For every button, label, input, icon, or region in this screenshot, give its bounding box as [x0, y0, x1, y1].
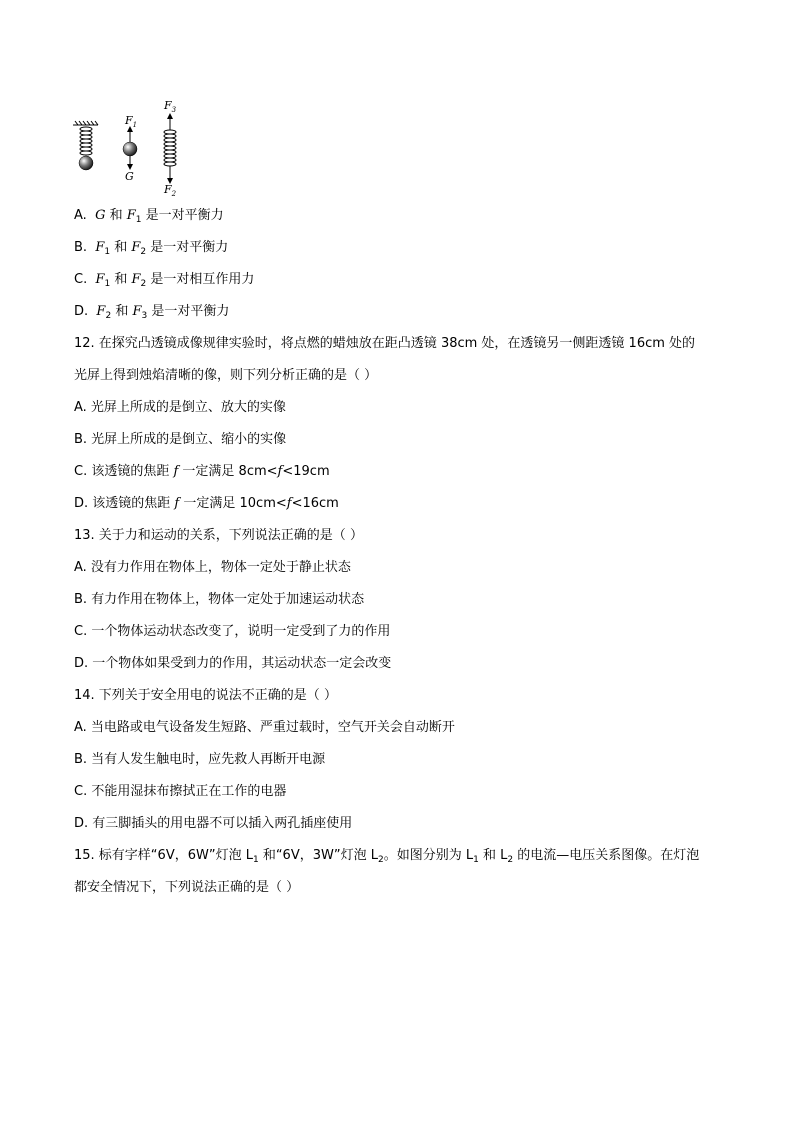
- option-letter: B.: [74, 240, 88, 255]
- stem-text: 和 L: [478, 848, 508, 863]
- q13-option-b: B. 有力作用在物体上，物体一定处于加速运动状态: [74, 592, 365, 607]
- q13-option-a: A. 没有力作用在物体上，物体一定处于静止状态: [74, 560, 351, 575]
- spring-force-diagram: [70, 98, 190, 198]
- q12-option-d: [74, 494, 339, 514]
- spring-right: [164, 130, 176, 166]
- q11-option-c: [74, 270, 254, 290]
- var-g: G: [95, 208, 106, 223]
- stem-text: 和“6V，3W”灯泡 L: [258, 848, 378, 863]
- stem-text: 的电流—电压关系图像。在灯泡: [513, 848, 700, 863]
- q12-option-a: A. 光屏上所成的是倒立、放大的实像: [74, 400, 286, 415]
- subscript: 1: [252, 855, 259, 865]
- var-f: F: [131, 272, 141, 287]
- q14-option-a: A. 当电路或电气设备发生短路、严重过载时，空气开关会自动断开: [74, 720, 455, 735]
- q15-stem-line2: 都安全情况下，下列说法正确的是（ ）: [74, 880, 300, 895]
- text-and: 和: [110, 272, 132, 287]
- label-f2: $F_2$: [164, 183, 177, 198]
- q14-option-b: B. 当有人发生触电时，应先救人再断开电源: [74, 752, 326, 767]
- spring-force-figure: [70, 98, 190, 198]
- q12-stem-line1: 12. 在探究凸透镜成像规律实验时，将点燃的蜡烛放在距凸透镜 38cm 处，在透镜另一侧距透镜 16cm 处的: [74, 336, 696, 351]
- text-and: 和: [105, 208, 127, 223]
- q11-option-b: [74, 238, 228, 258]
- subscript: 1: [104, 247, 111, 257]
- option-text: 是一对相互作用力: [146, 272, 255, 287]
- option-letter: A.: [74, 208, 87, 223]
- q11-option-a: [74, 206, 224, 226]
- var-f: f: [286, 496, 292, 511]
- option-text: 是一对平衡力: [141, 208, 224, 223]
- ball-middle: [123, 142, 137, 156]
- option-text: 是一对平衡力: [147, 304, 230, 319]
- option-text: <16cm: [291, 496, 339, 511]
- subscript: 2: [377, 855, 384, 865]
- option-text: D. 该透镜的焦距: [74, 496, 175, 511]
- option-text: <19cm: [282, 464, 330, 479]
- option-text: 一定满足 10cm<: [179, 496, 287, 511]
- var-f: F: [96, 304, 106, 319]
- subscript: 3: [141, 311, 148, 321]
- subscript: 1: [473, 855, 479, 865]
- text-and: 和: [111, 304, 133, 319]
- stem-text: 15. 标有字样“6V，6W”灯泡 L: [74, 848, 253, 863]
- var-f: f: [174, 496, 180, 511]
- var-f: F: [126, 208, 136, 223]
- label-f3: $F_3$: [164, 99, 177, 114]
- option-letter: D.: [74, 304, 89, 319]
- subscript: 2: [140, 279, 147, 289]
- subscript: 2: [140, 247, 147, 257]
- var-f: f: [173, 464, 179, 479]
- q15-stem-line1: [74, 846, 699, 866]
- q14-option-d: D. 有三脚插头的用电器不可以插入两孔插座使用: [74, 816, 353, 831]
- stem-text: 。如图分别为 L: [383, 848, 474, 863]
- var-f: f: [277, 464, 283, 479]
- var-f: F: [95, 240, 105, 255]
- option-text: 一定满足 8cm<: [178, 464, 278, 479]
- var-f: F: [95, 272, 105, 287]
- q14-option-c: C. 不能用湿抹布擦拭正在工作的电器: [74, 784, 287, 799]
- subscript: 2: [507, 855, 514, 865]
- var-f: F: [131, 240, 141, 255]
- label-g: G: [125, 170, 134, 183]
- q12-option-c: [74, 462, 330, 482]
- subscript: 2: [105, 311, 112, 321]
- q12-stem-line2: 光屏上得到烛焰清晰的像，则下列分析正确的是（ ）: [74, 368, 378, 383]
- q11-option-d: [74, 302, 229, 322]
- q13-option-d: D. 一个物体如果受到力的作用，其运动状态一定会改变: [74, 656, 392, 671]
- subscript: 1: [135, 215, 142, 225]
- option-text: C. 该透镜的焦距: [74, 464, 174, 479]
- q12-option-b: B. 光屏上所成的是倒立、缩小的实像: [74, 432, 287, 447]
- q14-stem: 14. 下列关于安全用电的说法不正确的是（ ）: [74, 688, 337, 703]
- ceiling-hatch: [73, 121, 98, 125]
- option-text: 是一对平衡力: [146, 240, 229, 255]
- q13-option-c: C. 一个物体运动状态改变了，说明一定受到了力的作用: [74, 624, 391, 639]
- label-f1: $F_1$: [125, 114, 138, 129]
- option-letter: C.: [74, 272, 88, 287]
- q13-stem: 13. 关于力和运动的关系，下列说法正确的是（ ）: [74, 528, 363, 543]
- subscript: 1: [104, 279, 111, 289]
- text-and: 和: [110, 240, 132, 255]
- ball-left: [79, 156, 93, 170]
- spring-left: [80, 127, 92, 155]
- var-f: F: [132, 304, 142, 319]
